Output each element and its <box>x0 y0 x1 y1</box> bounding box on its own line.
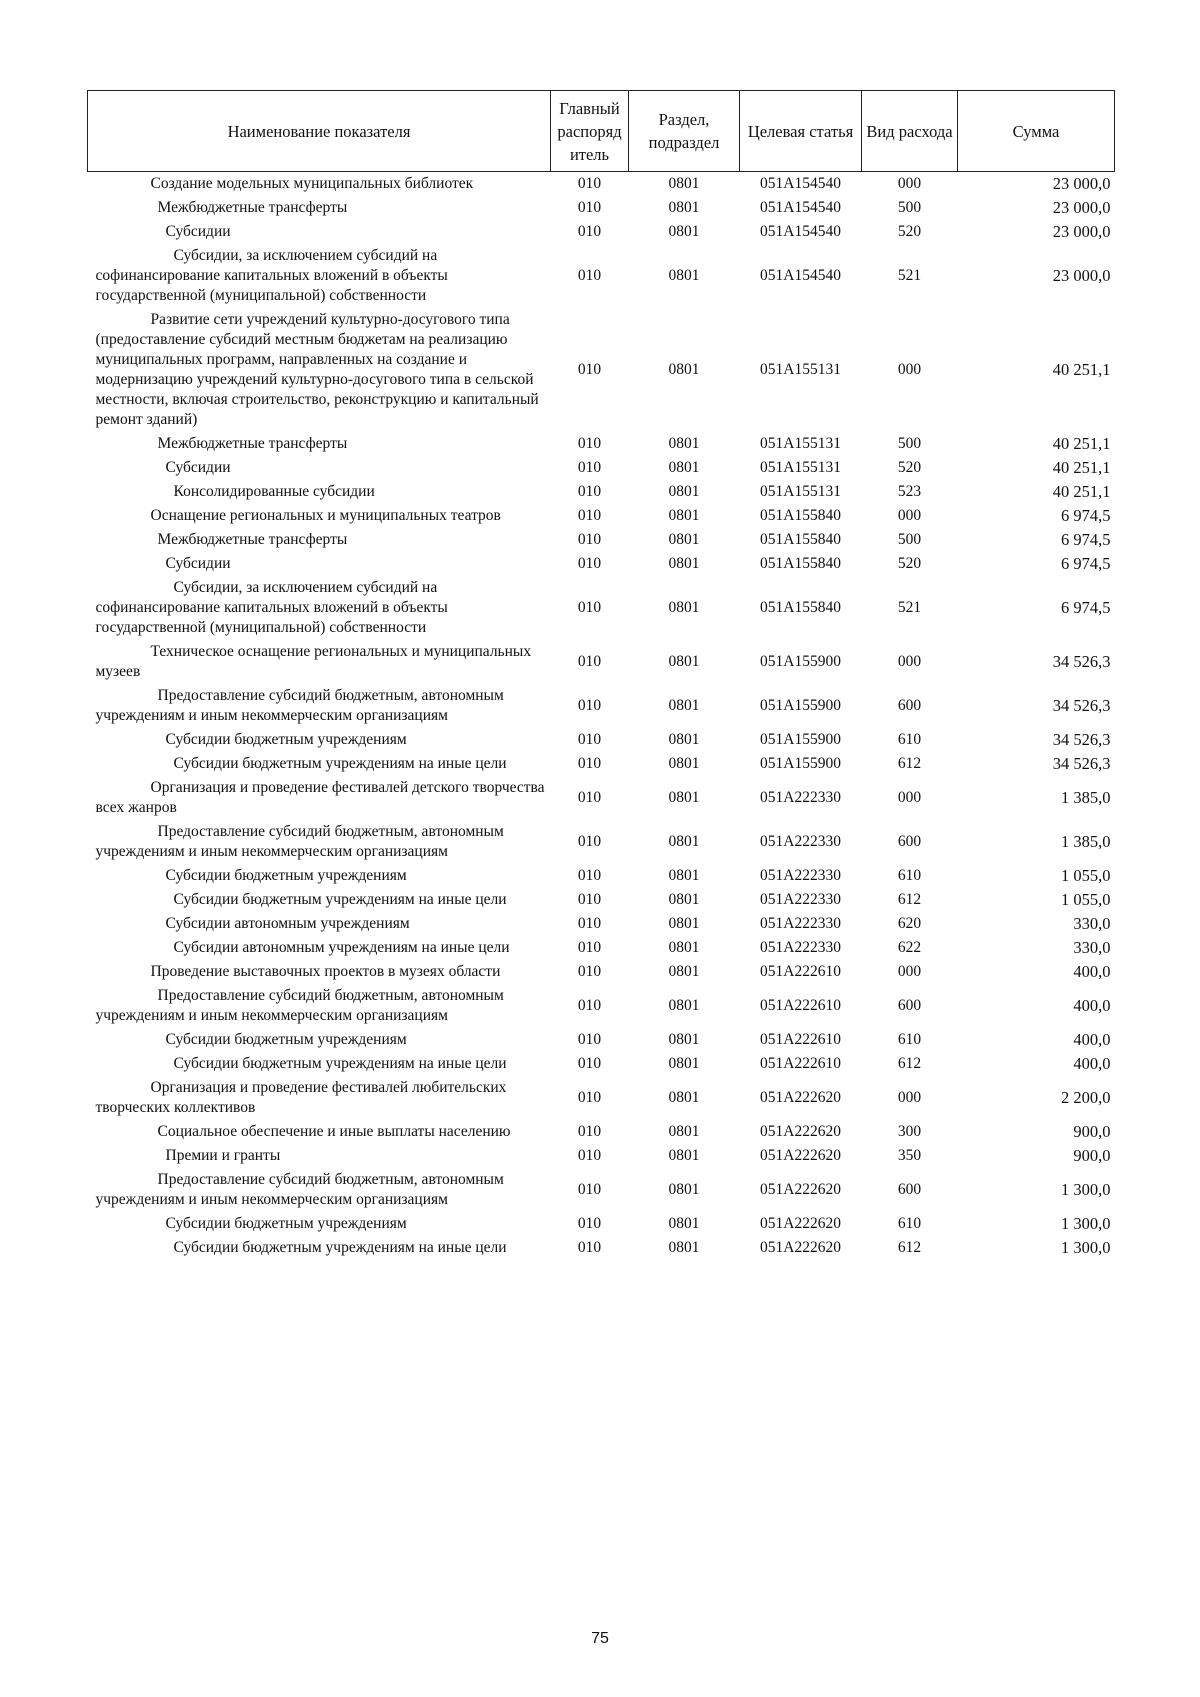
row-kind: 521 <box>897 267 922 284</box>
row-sum: 400,0 <box>1073 962 1111 981</box>
row-section: 0801 <box>668 755 700 772</box>
row-name: Субсидии <box>165 459 231 476</box>
row-kind: 520 <box>897 555 922 572</box>
row-kind: 000 <box>897 1089 922 1106</box>
row-sum: 23 000,0 <box>1052 198 1111 217</box>
row-name: Социальное обеспечение и иные выплаты населению <box>157 1123 511 1140</box>
row-article: 051A154540 <box>760 175 841 192</box>
table-row <box>88 728 1115 752</box>
row-sum: 1 300,0 <box>1061 1238 1111 1257</box>
row-sum: 34 526,3 <box>1052 730 1111 749</box>
row-section: 0801 <box>668 1031 700 1048</box>
row-section: 0801 <box>668 731 700 748</box>
row-name: Создание модельных муниципальных библиотек <box>150 175 474 192</box>
row-article: 051A155840 <box>760 599 841 616</box>
row-grbs: 010 <box>577 555 602 572</box>
table-row <box>88 1076 1115 1120</box>
row-kind: 000 <box>897 175 922 192</box>
row-section: 0801 <box>668 555 700 572</box>
table-row <box>88 1236 1115 1260</box>
row-article: 051A155131 <box>760 361 841 378</box>
row-sum: 400,0 <box>1073 1030 1111 1049</box>
row-kind: 622 <box>897 939 922 956</box>
row-kind: 612 <box>897 755 922 772</box>
row-grbs: 010 <box>577 915 602 932</box>
row-article: 051A222330 <box>760 939 841 956</box>
row-section: 0801 <box>668 459 700 476</box>
row-name: Межбюджетные трансферты <box>157 435 348 452</box>
table-row <box>88 432 1115 456</box>
row-name: Субсидии бюджетным учреждениям на иные цели <box>173 891 507 908</box>
row-name: Техническое оснащение региональных и муниципальных музеев <box>95 643 532 680</box>
row-section: 0801 <box>668 833 700 850</box>
row-name: Проведение выставочных проектов в музеях области <box>150 963 501 980</box>
header-article: Целевая статья <box>740 91 862 172</box>
row-section: 0801 <box>668 1123 700 1140</box>
row-grbs: 010 <box>577 963 602 980</box>
table-row <box>88 1144 1115 1168</box>
row-article: 051A222330 <box>760 833 841 850</box>
table-row <box>88 912 1115 936</box>
row-name: Межбюджетные трансферты <box>157 531 348 548</box>
table-row <box>88 244 1115 308</box>
row-section: 0801 <box>668 653 700 670</box>
row-name: Субсидии бюджетным учреждениям <box>165 731 407 748</box>
row-section: 0801 <box>668 1055 700 1072</box>
row-section: 0801 <box>668 1181 700 1198</box>
row-article: 051A222620 <box>760 1239 841 1256</box>
row-kind: 610 <box>897 731 922 748</box>
row-article: 051A222620 <box>760 1089 841 1106</box>
row-sum: 400,0 <box>1073 1054 1111 1073</box>
row-sum: 40 251,1 <box>1052 434 1111 453</box>
row-name: Развитие сети учреждений культурно-досугового типа (предоставление субсидий местным бюджетам на реализацию муниципальных программ, направленных на создание и модернизацию учреждений культурно-досугового типа в сельской местности, включая строительство, реконструкцию и капитальный ремонт зданий) <box>95 311 539 428</box>
row-grbs: 010 <box>577 1055 602 1072</box>
row-sum: 1 055,0 <box>1061 866 1111 885</box>
row-section: 0801 <box>668 1147 700 1164</box>
row-name: Субсидии <box>165 223 231 240</box>
row-section: 0801 <box>668 531 700 548</box>
row-name: Предоставление субсидий бюджетным, автономным учреждениям и иным некоммерческим организациям <box>95 687 504 724</box>
row-grbs: 010 <box>577 483 602 500</box>
row-article: 051A155131 <box>760 435 841 452</box>
row-sum: 23 000,0 <box>1052 266 1111 285</box>
row-article: 051A155840 <box>760 507 841 524</box>
row-sum: 6 974,5 <box>1061 598 1111 617</box>
row-section: 0801 <box>668 697 700 714</box>
row-section: 0801 <box>668 997 700 1014</box>
row-name: Предоставление субсидий бюджетным, автономным учреждениям и иным некоммерческим организациям <box>95 1171 504 1208</box>
row-kind: 500 <box>897 435 922 452</box>
table-row <box>88 1028 1115 1052</box>
row-article: 051A155840 <box>760 555 841 572</box>
table-row <box>88 752 1115 776</box>
row-article: 051A154540 <box>760 267 841 284</box>
row-name: Организация и проведение фестивалей детского творчества всех жанров <box>95 779 545 816</box>
row-name: Предоставление субсидий бюджетным, автономным учреждениям и иным некоммерческим организациям <box>95 987 504 1024</box>
table-body <box>88 172 1115 1261</box>
row-section: 0801 <box>668 1215 700 1232</box>
row-sum: 1 055,0 <box>1061 890 1111 909</box>
table-row <box>88 456 1115 480</box>
row-sum: 1 300,0 <box>1061 1180 1111 1199</box>
row-sum: 23 000,0 <box>1052 222 1111 241</box>
row-section: 0801 <box>668 267 700 284</box>
table-row <box>88 1052 1115 1076</box>
row-grbs: 010 <box>577 789 602 806</box>
row-article: 051A155131 <box>760 483 841 500</box>
row-sum: 6 974,5 <box>1061 506 1111 525</box>
row-article: 051A154540 <box>760 199 841 216</box>
row-grbs: 010 <box>577 1181 602 1198</box>
header-kind: Вид расхода <box>862 91 958 172</box>
row-article: 051A155131 <box>760 459 841 476</box>
table-row <box>88 640 1115 684</box>
row-kind: 600 <box>897 833 922 850</box>
table-row <box>88 684 1115 728</box>
row-kind: 610 <box>897 1215 922 1232</box>
row-sum: 900,0 <box>1073 1146 1111 1165</box>
row-sum: 1 385,0 <box>1061 788 1111 807</box>
row-kind: 521 <box>897 599 922 616</box>
row-article: 051A222330 <box>760 867 841 884</box>
row-section: 0801 <box>668 891 700 908</box>
row-section: 0801 <box>668 1089 700 1106</box>
row-section: 0801 <box>668 867 700 884</box>
row-sum: 1 385,0 <box>1061 832 1111 851</box>
row-article: 051A155900 <box>760 697 841 714</box>
row-name: Субсидии бюджетным учреждениям <box>165 867 407 884</box>
row-article: 051A222620 <box>760 1181 841 1198</box>
row-kind: 612 <box>897 1239 922 1256</box>
row-name: Субсидии бюджетным учреждениям <box>165 1031 407 1048</box>
row-section: 0801 <box>668 435 700 452</box>
row-article: 051A222610 <box>760 1055 841 1072</box>
row-section: 0801 <box>668 361 700 378</box>
row-kind: 612 <box>897 891 922 908</box>
row-article: 051A155900 <box>760 755 841 772</box>
row-grbs: 010 <box>577 199 602 216</box>
row-name: Межбюджетные трансферты <box>157 199 348 216</box>
row-sum: 2 200,0 <box>1061 1088 1111 1107</box>
row-section: 0801 <box>668 915 700 932</box>
row-grbs: 010 <box>577 1123 602 1140</box>
row-article: 051A222620 <box>760 1147 841 1164</box>
row-sum: 1 300,0 <box>1061 1214 1111 1233</box>
row-kind: 500 <box>897 531 922 548</box>
budget-table <box>87 90 1115 1260</box>
row-article: 051A155900 <box>760 653 841 670</box>
row-name: Субсидии, за исключением субсидий на софинансирование капитальных вложений в объекты государственной (муниципальной) собственности <box>95 579 448 636</box>
row-sum: 400,0 <box>1073 996 1111 1015</box>
row-kind: 000 <box>897 963 922 980</box>
row-article: 051A155900 <box>760 731 841 748</box>
row-kind: 520 <box>897 459 922 476</box>
row-article: 051A222330 <box>760 891 841 908</box>
row-sum: 330,0 <box>1073 938 1111 957</box>
row-sum: 34 526,3 <box>1052 696 1111 715</box>
row-name: Субсидии <box>165 555 231 572</box>
table-row <box>88 984 1115 1028</box>
table-row <box>88 1120 1115 1144</box>
row-article: 051A222620 <box>760 1123 841 1140</box>
row-section: 0801 <box>668 1239 700 1256</box>
row-article: 051A222610 <box>760 997 841 1014</box>
table-row <box>88 960 1115 984</box>
table-row <box>88 888 1115 912</box>
table-row <box>88 504 1115 528</box>
row-name: Субсидии, за исключением субсидий на софинансирование капитальных вложений в объекты государственной (муниципальной) собственности <box>95 247 448 304</box>
row-grbs: 010 <box>577 755 602 772</box>
row-sum: 6 974,5 <box>1061 554 1111 573</box>
table-row <box>88 1212 1115 1236</box>
row-kind: 612 <box>897 1055 922 1072</box>
table-row <box>88 776 1115 820</box>
row-grbs: 010 <box>577 653 602 670</box>
row-kind: 610 <box>897 867 922 884</box>
row-kind: 523 <box>897 483 922 500</box>
row-kind: 500 <box>897 199 922 216</box>
row-grbs: 010 <box>577 1031 602 1048</box>
row-article: 051A154540 <box>760 223 841 240</box>
row-section: 0801 <box>668 483 700 500</box>
row-section: 0801 <box>668 223 700 240</box>
row-kind: 600 <box>897 1181 922 1198</box>
row-article: 051A222610 <box>760 963 841 980</box>
table-row <box>88 528 1115 552</box>
table-row <box>88 820 1115 864</box>
row-kind: 610 <box>897 1031 922 1048</box>
row-grbs: 010 <box>577 599 602 616</box>
row-grbs: 010 <box>577 267 602 284</box>
row-sum: 34 526,3 <box>1052 652 1111 671</box>
row-grbs: 010 <box>577 1147 602 1164</box>
row-grbs: 010 <box>577 891 602 908</box>
row-section: 0801 <box>668 507 700 524</box>
table-row <box>88 936 1115 960</box>
row-kind: 000 <box>897 789 922 806</box>
row-kind: 350 <box>897 1147 922 1164</box>
table-row <box>88 552 1115 576</box>
row-name: Субсидии автономным учреждениям на иные цели <box>173 939 510 956</box>
row-name: Консолидированные субсидии <box>173 483 375 500</box>
row-kind: 000 <box>897 361 922 378</box>
row-sum: 23 000,0 <box>1052 174 1111 193</box>
row-grbs: 010 <box>577 459 602 476</box>
table-row <box>88 196 1115 220</box>
header-grbs: Главный распоряд итель <box>551 91 629 172</box>
row-kind: 600 <box>897 997 922 1014</box>
row-article: 051A222620 <box>760 1215 841 1232</box>
table-row <box>88 1168 1115 1212</box>
row-section: 0801 <box>668 599 700 616</box>
row-kind: 000 <box>897 507 922 524</box>
row-grbs: 010 <box>577 1215 602 1232</box>
row-grbs: 010 <box>577 223 602 240</box>
row-name: Оснащение региональных и муниципальных театров <box>150 507 501 524</box>
table-row <box>88 480 1115 504</box>
row-grbs: 010 <box>577 867 602 884</box>
row-name: Субсидии бюджетным учреждениям на иные цели <box>173 1239 507 1256</box>
row-grbs: 010 <box>577 997 602 1014</box>
row-grbs: 010 <box>577 1089 602 1106</box>
row-kind: 000 <box>897 653 922 670</box>
row-kind: 600 <box>897 697 922 714</box>
row-grbs: 010 <box>577 435 602 452</box>
row-sum: 6 974,5 <box>1061 530 1111 549</box>
table-row <box>88 172 1115 197</box>
row-name: Субсидии автономным учреждениям <box>165 915 410 932</box>
table-header <box>88 91 1115 172</box>
table-row <box>88 220 1115 244</box>
row-sum: 34 526,3 <box>1052 754 1111 773</box>
row-sum: 900,0 <box>1073 1122 1111 1141</box>
row-article: 051A155840 <box>760 531 841 548</box>
page-number: 75 <box>591 1630 609 1647</box>
row-section: 0801 <box>668 963 700 980</box>
row-section: 0801 <box>668 789 700 806</box>
row-sum: 330,0 <box>1073 914 1111 933</box>
row-name: Субсидии бюджетным учреждениям на иные цели <box>173 755 507 772</box>
row-kind: 620 <box>897 915 922 932</box>
row-grbs: 010 <box>577 833 602 850</box>
header-section: Раздел, подраздел <box>629 91 740 172</box>
table-row <box>88 864 1115 888</box>
row-section: 0801 <box>668 175 700 192</box>
row-section: 0801 <box>668 199 700 216</box>
table-row <box>88 576 1115 640</box>
row-grbs: 010 <box>577 361 602 378</box>
row-name: Организация и проведение фестивалей любительских творческих коллективов <box>95 1079 507 1116</box>
row-grbs: 010 <box>577 939 602 956</box>
row-article: 051A222610 <box>760 1031 841 1048</box>
row-sum: 40 251,1 <box>1052 458 1111 477</box>
row-section: 0801 <box>668 939 700 956</box>
header-name: Наименование показателя <box>88 91 551 172</box>
row-grbs: 010 <box>577 731 602 748</box>
row-article: 051A222330 <box>760 915 841 932</box>
row-grbs: 010 <box>577 1239 602 1256</box>
row-name: Субсидии бюджетным учреждениям <box>165 1215 407 1232</box>
row-article: 051A222330 <box>760 789 841 806</box>
row-grbs: 010 <box>577 175 602 192</box>
row-sum: 40 251,1 <box>1052 360 1111 379</box>
row-grbs: 010 <box>577 531 602 548</box>
row-kind: 520 <box>897 223 922 240</box>
table-row <box>88 308 1115 432</box>
row-grbs: 010 <box>577 507 602 524</box>
row-kind: 300 <box>897 1123 922 1140</box>
row-grbs: 010 <box>577 697 602 714</box>
row-name: Субсидии бюджетным учреждениям на иные цели <box>173 1055 507 1072</box>
row-name: Премии и гранты <box>165 1147 281 1164</box>
header-sum: Сумма <box>958 91 1115 172</box>
row-sum: 40 251,1 <box>1052 482 1111 501</box>
row-name: Предоставление субсидий бюджетным, автономным учреждениям и иным некоммерческим организациям <box>95 823 504 860</box>
